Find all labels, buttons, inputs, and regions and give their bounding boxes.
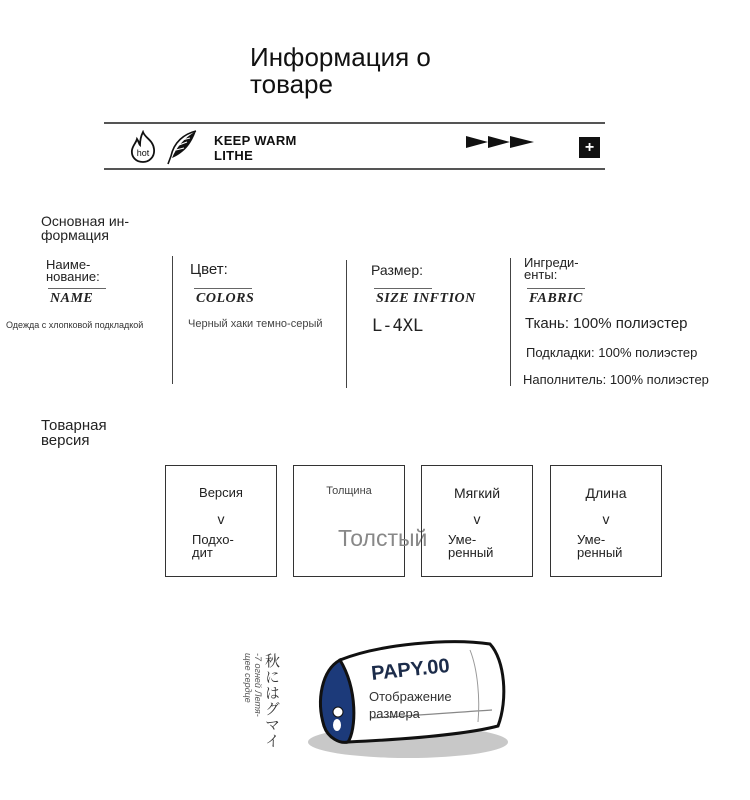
basic-info-heading: Основная ин-формация — [41, 213, 130, 243]
check-mark: v — [217, 511, 225, 527]
version-box-value: Уме-ренный — [577, 532, 623, 560]
check-mark: v — [473, 511, 481, 527]
size-label: Размер: — [371, 262, 424, 278]
japanese-vertical-text: 秋にはグマイ — [263, 653, 280, 749]
fabric-en-label: FABRIC — [529, 291, 583, 306]
plus-button[interactable]: + — [579, 137, 600, 158]
page-title: Информация о товаре — [250, 42, 431, 99]
version-box-value: Уме-ренный — [448, 532, 494, 560]
fabric-value-1: Ткань: 100% полиэстер — [525, 315, 688, 332]
version-box-title: Длина — [585, 485, 627, 501]
size-underline — [374, 288, 432, 289]
name-value: Одежда с хлопковой подкладкой — [6, 320, 144, 330]
hot-flame-icon — [127, 130, 159, 164]
name-label: Наиме-нование: — [46, 257, 100, 284]
color-underline — [194, 288, 252, 289]
thickness-value: Толстый — [338, 525, 428, 551]
name-en-label: NAME — [50, 291, 94, 306]
hot-label: hot — [136, 148, 150, 158]
banner-line-2: LITHE — [214, 148, 254, 163]
color-en-label: COLORS — [196, 291, 255, 306]
size-display-caption: Отображение размера — [369, 689, 452, 721]
size-value: L-4XL — [372, 316, 424, 336]
version-box-softness — [421, 465, 533, 577]
check-mark: v — [602, 511, 610, 527]
fabric-underline — [527, 288, 585, 289]
fabric-label: Ингреди-енты: — [524, 255, 579, 282]
version-heading: Товарная версия — [41, 417, 107, 449]
color-label: Цвет: — [190, 261, 228, 278]
banner-line-1: KEEP WARM — [214, 133, 297, 148]
column-divider — [346, 260, 347, 388]
column-divider — [172, 256, 173, 384]
version-box-title: Версия — [199, 485, 243, 500]
fabric-value-3: Наполнитель: 100% полиэстер — [523, 372, 709, 387]
name-underline — [48, 288, 106, 289]
brand-label: PAPY.00 — [370, 654, 451, 685]
vertical-caption: -7 огней Летя-щее сердце — [243, 653, 263, 717]
version-box-length — [550, 465, 662, 577]
column-divider — [510, 258, 511, 386]
version-box-fit — [165, 465, 277, 577]
color-value: Черный хаки темно-серый — [188, 318, 323, 330]
version-box-title: Толщина — [326, 485, 372, 497]
banner-top-divider — [104, 122, 605, 124]
version-box-value: Подхо-дит — [192, 532, 234, 560]
version-box-title: Мягкий — [453, 485, 501, 501]
triple-arrow-icon — [466, 135, 536, 149]
fabric-value-2: Подкладки: 100% полиэстер — [526, 345, 698, 360]
version-box-thickness — [293, 465, 428, 577]
size-en-label: SIZE INFTION — [376, 291, 476, 306]
feather-icon — [164, 128, 200, 166]
banner-bottom-divider — [104, 168, 605, 170]
banner-text — [214, 133, 297, 163]
